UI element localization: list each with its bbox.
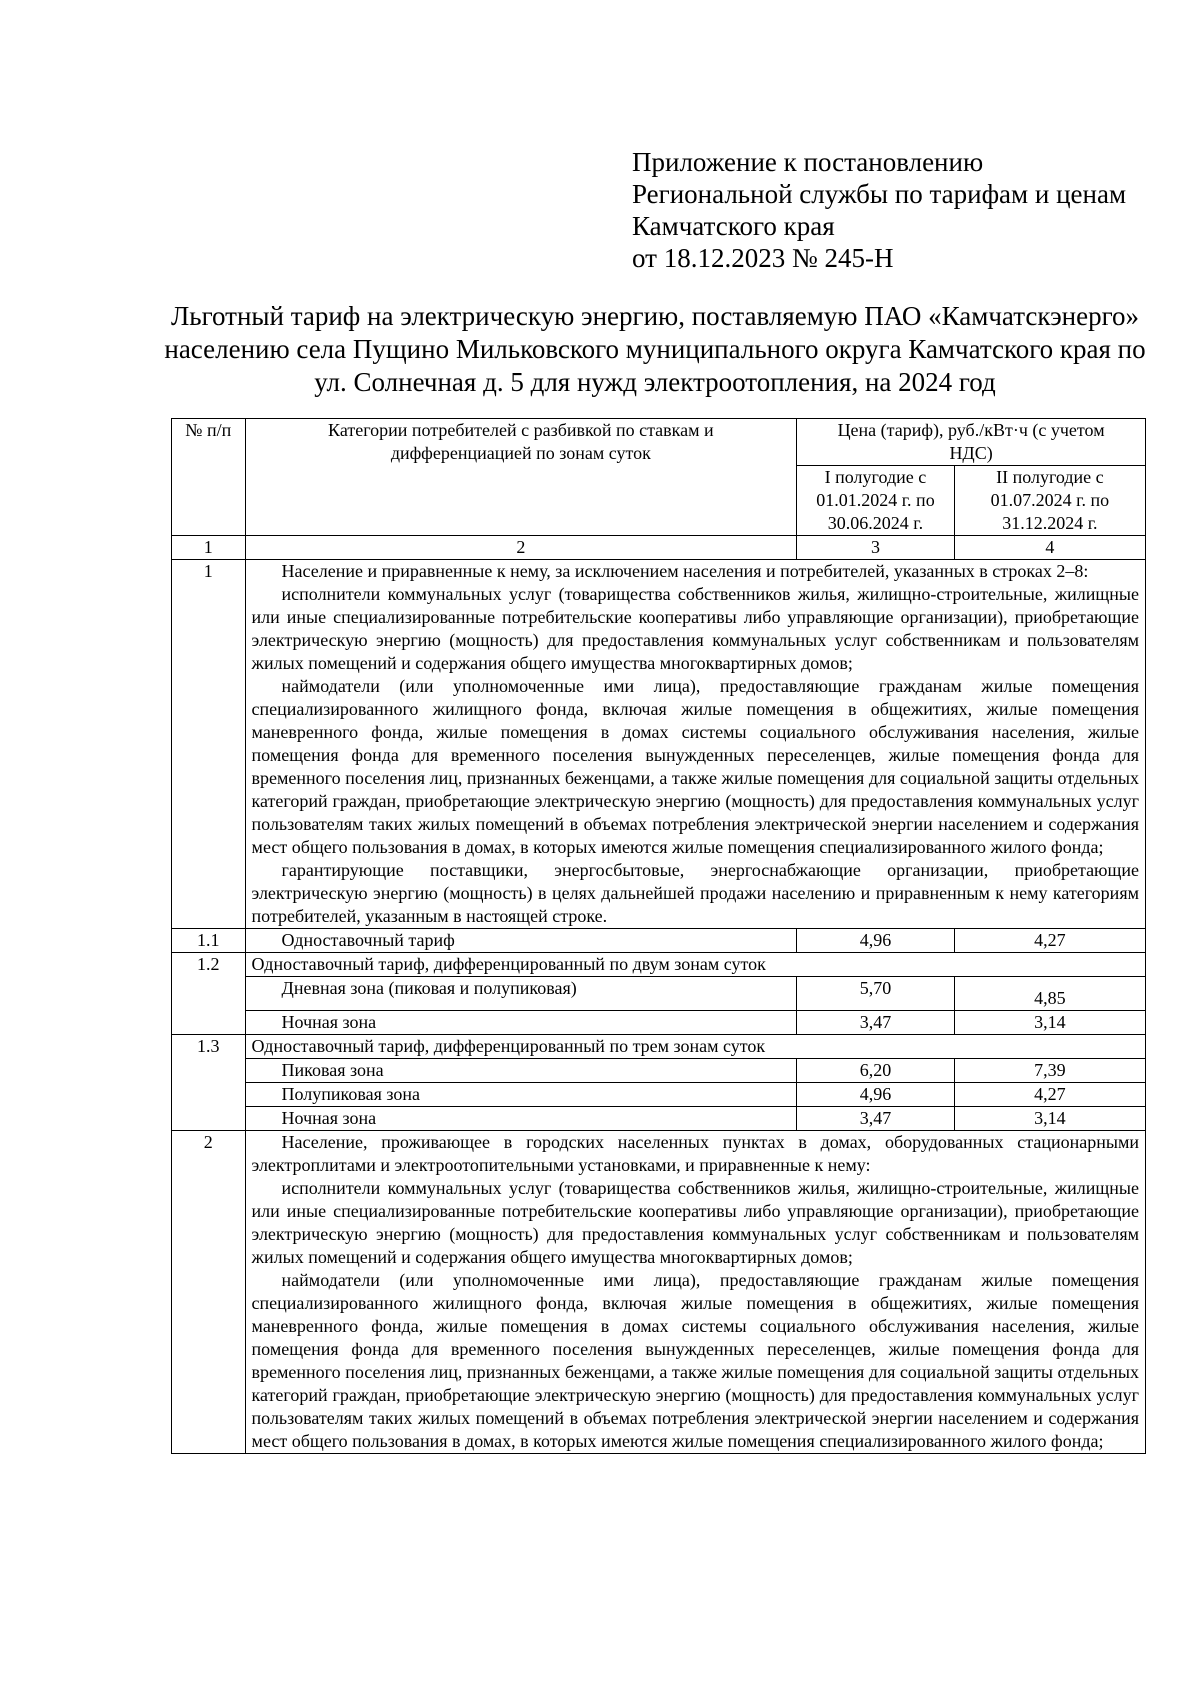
header-half-2 — [954, 466, 1145, 536]
title-line-3: ул. Солнечная д. 5 для нужд электроотопления, на 2024 год — [314, 367, 996, 397]
row-2-description — [245, 1131, 1145, 1454]
appendix-line-3: Камчатского края — [632, 211, 835, 241]
row-1-3-peak-value-2: 7,39 — [954, 1059, 1145, 1083]
row-1-2-label: Одноставочный тариф, дифференцированный по двум зонам суток — [245, 953, 1145, 977]
row-1-3-peak-label: Пиковая зона — [245, 1059, 797, 1083]
title-line-2: населению села Пущино Мильковского муниципального округа Камчатского края по — [164, 334, 1146, 364]
table-row-1-3 — [172, 1035, 1146, 1059]
header-category — [245, 419, 797, 536]
row-1-paragraph-3: наймодатели (или уполномоченные ими лица), предоставляющие гражданам жилые помещения специализированного жилищного фонда, включая жилые помещения в общежитиях, жилые помещения маневренного фонда, жилые помещения в домах системы социального обслуживания населения, жилые помещения фонда для временного поселения вынужденных переселенцев, жилые помещения фонда для временного поселения лиц, признанных беженцами, а также жилые помещения для социальной защиты отдельных категорий граждан, приобретающие электрическую энергию (мощность) для предоставления коммунальных услуг пользователям таких жилых помещений в объемах потребления электрической энергии населением и содержания мест общего пользования в домах, в которых имеются жилые помещения специализированного жилого фонда; — [251, 676, 1139, 857]
table-row-1 — [172, 560, 1146, 929]
appendix-header — [632, 146, 1126, 274]
header-half-2-text: II полугодие с 01.07.2024 г. по 31.12.2024 г. — [990, 467, 1110, 533]
appendix-line-1: Приложение к постановлению — [632, 147, 984, 177]
table-row-1-2-day — [172, 977, 1146, 1011]
table-row-1-2-night — [172, 1011, 1146, 1035]
row-2-paragraph-1: Население, проживающее в городских населенных пунктах в домах, оборудованных стационарными электроплитами и электроотопительными установками, и приравненные к нему: — [251, 1132, 1139, 1175]
row-1-2-day-value-2: 4,85 — [954, 977, 1145, 1011]
row-1-1-value-2: 4,27 — [954, 929, 1145, 953]
table-header-row — [172, 419, 1146, 466]
document-title — [160, 300, 1150, 399]
row-1-3-night-value-1: 3,47 — [797, 1107, 955, 1131]
row-1-paragraph-4: гарантирующие поставщики, энергосбытовые, энергоснабжающие организации, приобретающие электрическую энергию (мощность) в целях дальнейшей продажи населению и приравненным к нему категориям потребителей, указанным в настоящей строке. — [251, 860, 1139, 926]
colnum-4: 4 — [954, 536, 1145, 560]
header-price — [797, 419, 1146, 466]
row-1-3-night-value-2: 3,14 — [954, 1107, 1145, 1131]
row-1-num: 1 — [172, 560, 246, 929]
row-1-1-label: Одноставочный тариф — [245, 929, 797, 953]
row-1-2-night-label: Ночная зона — [245, 1011, 797, 1035]
title-line-1: Льготный тариф на электрическую энергию, поставляемую ПАО «Камчатскэнерго» — [170, 301, 1140, 331]
colnum-2: 2 — [245, 536, 797, 560]
row-1-3-peak-value-1: 6,20 — [797, 1059, 955, 1083]
row-1-3-half-value-2: 4,27 — [954, 1083, 1145, 1107]
appendix-line-4: от 18.12.2023 № 245-Н — [632, 243, 894, 273]
colnum-3: 3 — [797, 536, 955, 560]
table-row-1-3-peak — [172, 1059, 1146, 1083]
tariff-table — [171, 418, 1146, 1454]
table-row-1-3-half — [172, 1083, 1146, 1107]
header-half-1-text: I полугодие с 01.01.2024 г. по 30.06.2024 г. — [816, 467, 935, 533]
colnum-1: 1 — [172, 536, 246, 560]
table-row-1-1 — [172, 929, 1146, 953]
row-1-2-day-label: Дневная зона (пиковая и полупиковая) — [245, 977, 797, 1011]
row-2-paragraph-3: наймодатели (или уполномоченные ими лица), предоставляющие гражданам жилые помещения специализированного жилищного фонда, включая жилые помещения в общежитиях, жилые помещения маневренного фонда, жилые помещения в домах системы социального обслуживания населения, жилые помещения фонда для временного поселения вынужденных переселенцев, жилые помещения фонда для временного поселения лиц, признанных беженцами, а также жилые помещения для социальной защиты отдельных категорий граждан, приобретающие электрическую энергию (мощность) для предоставления коммунальных услуг пользователям таких жилых помещений в объемах потребления электрической энергии населением и содержания мест общего пользования в домах, в которых имеются жилые помещения специализированного жилого фонда; — [251, 1270, 1139, 1451]
table-row-2 — [172, 1131, 1146, 1454]
column-numbers-row — [172, 536, 1146, 560]
row-1-3-label: Одноставочный тариф, дифференцированный по трем зонам суток — [245, 1035, 1145, 1059]
row-1-1-num: 1.1 — [172, 929, 246, 953]
row-1-1-value-1: 4,96 — [797, 929, 955, 953]
header-category-text: Категории потребителей с разбивкой по ставкам и дифференциацией по зонам суток — [328, 420, 714, 463]
row-2-num: 2 — [172, 1131, 246, 1454]
header-price-text: Цена (тариф), руб./кВт·ч (с учетом НДС) — [837, 420, 1105, 463]
row-1-3-half-value-1: 4,96 — [797, 1083, 955, 1107]
table-row-1-3-night — [172, 1107, 1146, 1131]
row-1-paragraph-1: Население и приравненные к нему, за исключением населения и потребителей, указанных в строках 2–8: — [281, 561, 1089, 581]
table-row-1-2 — [172, 953, 1146, 977]
header-num: № п/п — [172, 419, 246, 536]
row-1-2-night-value-1: 3,47 — [797, 1011, 955, 1035]
row-1-3-night-label: Ночная зона — [245, 1107, 797, 1131]
row-1-2-night-value-2: 3,14 — [954, 1011, 1145, 1035]
row-1-2-day-value-1: 5,70 — [797, 977, 955, 1011]
header-half-1 — [797, 466, 955, 536]
row-1-paragraph-2: исполнители коммунальных услуг (товарищества собственников жилья, жилищно-строительные, жилищные или иные специализированные потребительские кооперативы либо управляющие организации), приобретающие электрическую энергию (мощность) для предоставления коммунальных услуг собственникам и пользователям жилых помещений и содержания общего имущества многоквартирных домов; — [251, 584, 1139, 673]
row-1-2-num: 1.2 — [172, 953, 246, 1035]
row-1-3-num: 1.3 — [172, 1035, 246, 1131]
row-1-3-half-label: Полупиковая зона — [245, 1083, 797, 1107]
row-1-description — [245, 560, 1145, 929]
row-2-paragraph-2: исполнители коммунальных услуг (товарищества собственников жилья, жилищно-строительные, жилищные или иные специализированные потребительские кооперативы либо управляющие организации), приобретающие электрическую энергию (мощность) для предоставления коммунальных услуг собственникам и пользователям жилых помещений и содержания общего имущества многоквартирных домов; — [251, 1178, 1139, 1267]
appendix-line-2: Региональной службы по тарифам и ценам — [632, 179, 1127, 209]
